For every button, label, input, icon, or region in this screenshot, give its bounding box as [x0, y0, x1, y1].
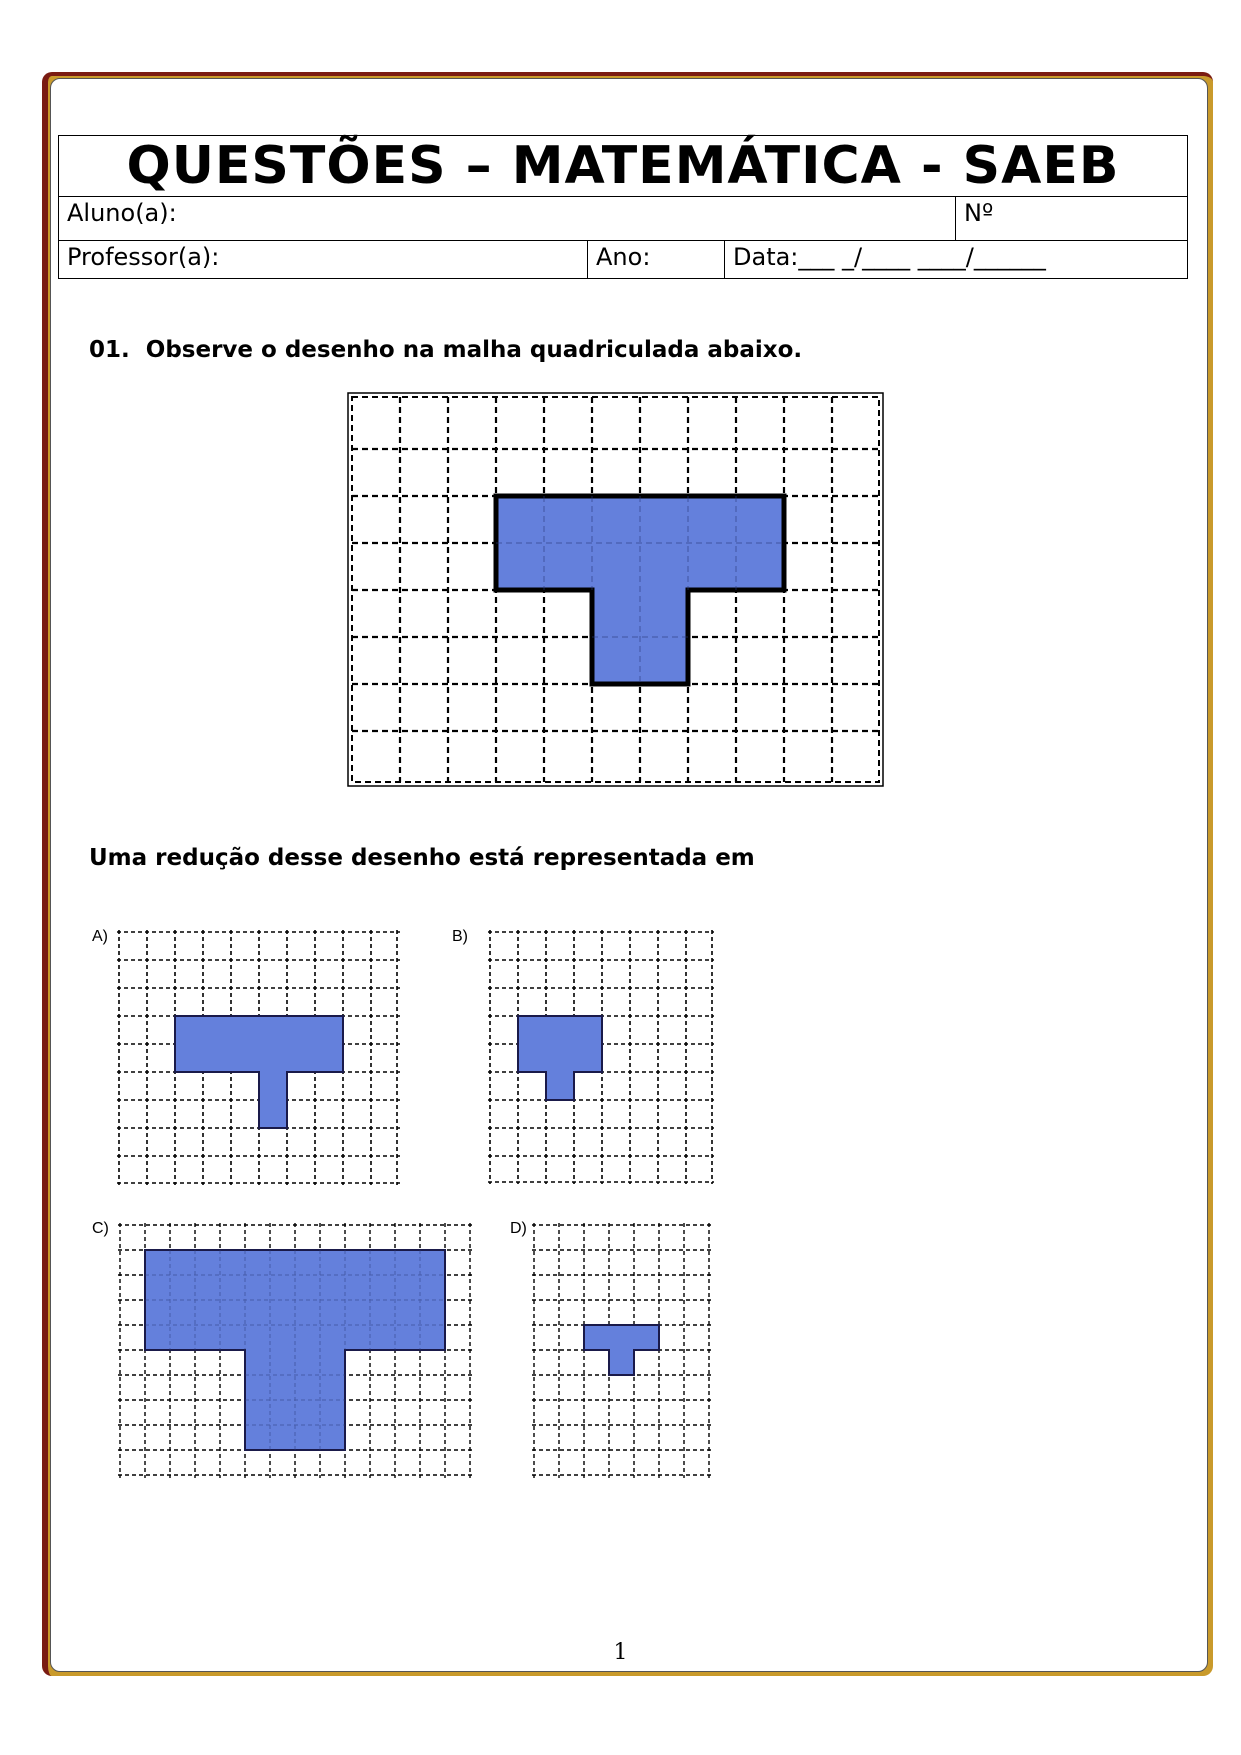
option-c-label[interactable]: C): [92, 1220, 109, 1237]
option-d-t-shape: [584, 1325, 659, 1375]
option-b-grid[interactable]: [488, 930, 714, 1184]
option-a-label[interactable]: A): [92, 928, 108, 945]
teacher-name-field[interactable]: Professor(a):: [59, 241, 588, 279]
main-grid-figure: [347, 392, 884, 787]
option-d-label[interactable]: D): [510, 1220, 527, 1237]
question-number: 01.: [89, 337, 130, 363]
student-name-field[interactable]: Aluno(a):: [59, 197, 956, 241]
question-text: Observe o desenho na malha quadriculada abaixo.: [145, 337, 803, 363]
option-a-grid[interactable]: [117, 930, 400, 1185]
option-c-grid[interactable]: [118, 1223, 475, 1478]
student-number-field[interactable]: Nº: [956, 197, 1188, 241]
option-a-t-shape: [175, 1016, 343, 1128]
header-table: [58, 135, 1188, 279]
option-d-grid[interactable]: [532, 1223, 712, 1478]
option-b-label[interactable]: B): [452, 928, 468, 945]
question-prompt: [89, 337, 802, 363]
question-followup: Uma redução desse desenho está representada em: [89, 845, 755, 871]
year-field[interactable]: Ano:: [588, 241, 725, 279]
page-number: 1: [613, 1640, 628, 1665]
option-b-t-shape: [518, 1016, 602, 1100]
page-title: QUESTÕES – MATEMÁTICA - SAEB: [59, 136, 1188, 197]
date-field[interactable]: Data:___ _/____ ____/______: [725, 241, 1188, 279]
